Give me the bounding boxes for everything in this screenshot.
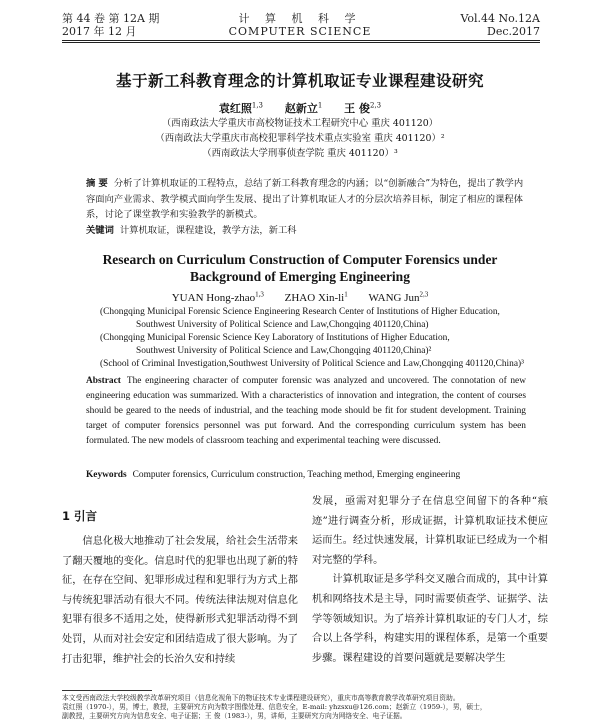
keywords-cn-label: 关键词 [86, 225, 114, 236]
body-column-right [312, 492, 548, 668]
body-paragraph: 计算机取证是多学科交叉融合而成的，其中计算机和网络技术是主导，同时需要侦查学、证据学、法学等领域知识。为了培养计算机取证的专门人才，综合以上各学科，构建实用的课程体系，是第一个重要步骤。课程建设的首要问题就是要解决学生 [312, 574, 548, 664]
keywords-cn [86, 223, 526, 239]
keywords-en-text: Computer forensics, Curriculum construction, Teaching method, Emerging engineering [132, 470, 461, 480]
affiliation-en-line: (Chongqing Municipal Forensic Science Engineering Research Center of Institutions of Higher Education, [100, 307, 500, 317]
publication-date: 2017 年 12 月 [62, 25, 137, 38]
journal-issue-info-en [460, 12, 540, 38]
author-affil-sup: 1 [344, 290, 348, 298]
header-rule-bottom [62, 42, 540, 43]
affiliation-cn-2: （西南政法大学重庆市高校犯罪科学技术重点实验室 重庆 401120）² [155, 133, 445, 144]
author-affil-sup: 1,3 [251, 101, 263, 110]
volume-issue-en: Vol.44 No.12A [460, 12, 540, 25]
paper-title-en-line2: Background of Emerging Engineering [190, 269, 410, 284]
author-en-2 [285, 292, 348, 304]
journal-name-cn: 计 算 机 科 学 [238, 12, 362, 25]
abstract-en [86, 374, 526, 449]
affiliation-en-line: Southwest University of Political Science and Law,Chongqing 401120,China)² [136, 346, 432, 356]
author-affil-sup: 2,3 [370, 101, 382, 110]
body-paragraph: 发展，亟需对犯罪分子在信息空间留下的各种“痕迹”进行调查分析，形成证据，计算机取证技术便应运而生。经过快速发展，计算机取证已经成为一个相对完整的学科。 [312, 496, 548, 566]
footnote-funding: 本文受西南政法大学校级教学改革研究项目（信息化视角下的物证技术专业课程建设研究），重庆市高等教育教学改革研究项目资助。 [62, 694, 460, 702]
footnote-author-bio-cont: 副教授，主要研究方向为信息安全、电子证据；王 俊（1983-），男，讲师，主要研究方向为网络安全、电子证据。 [62, 712, 407, 720]
affiliation-en-line: Southwest University of Political Science and Law,Chongqing 401120,China) [136, 320, 429, 330]
author-list-en [0, 290, 600, 304]
author-affil-sup: 1 [317, 101, 323, 110]
paper-title-en [0, 251, 600, 285]
abstract-en-label: Abstract [86, 376, 121, 386]
author-cn-2 [285, 102, 322, 115]
abstract-en-text: The engineering character of computer forensic was analyzed and uncovered. The connotation of new engineering education was summarized. With a characteristics of innovation and integration, the content of courses should be geared to the needs of industrial, and the teaching mode should be fit for student development. Training target of computer forensics personnel was put forward. And the corresponding curriculum system has been formulated. The new models of classroom teaching and experimental teaching were discussed. [86, 376, 526, 446]
paper-title-en-line1: Research on Curriculum Construction of Computer Forensics under [102, 252, 498, 267]
body-paragraph: 信息化极大地推动了社会发展，给社会生活带来了翻天覆地的变化。信息时代的犯罪也出现了新的特征，在存在空间、犯罪形成过程和犯罪行为方式上都与传统犯罪活动有很大不同。传统法律法规对信息化犯罪有很多不适用之处，使得新形式犯罪活动得不到处罚，从而对社会安定和团结造成了很大影响。为了打击犯罪，维护社会的长治久安和持续 [62, 536, 298, 665]
author-name: YUAN Hong-zhao [171, 291, 256, 304]
publication-date-en: Dec.2017 [487, 25, 540, 38]
affiliation-cn-3: （西南政法大学刑事侦查学院 重庆 401120）³ [202, 148, 398, 159]
author-name: ZHAO Xin-li [284, 291, 345, 304]
header-rule-top [62, 40, 540, 41]
author-name: 袁红照 [218, 102, 252, 115]
author-name: 赵新立 [284, 102, 318, 115]
author-en-3 [368, 292, 428, 304]
paper-title-cn: 基于新工科教育理念的计算机取证专业课程建设研究 [115, 72, 484, 90]
author-affil-sup: 1,3 [255, 290, 264, 298]
author-name: 王 俊 [344, 102, 370, 115]
affiliation-en-line: (School of Criminal Investigation,Southwest University of Political Science and Law,Chongqing 401120,China)³ [100, 359, 524, 369]
author-en-1 [172, 292, 264, 304]
keywords-en-label: Keywords [86, 470, 127, 480]
author-affil-sup: 2,3 [419, 290, 429, 298]
footnote-author-bio: 袁红照（1970-），男，博士，教授，主要研究方向为数字图像处理、信息安全，E-mail: yhzsxu@126.com；赵新立（1959-），男，硕士， [62, 703, 487, 711]
body-column-left [62, 532, 298, 669]
abstract-cn [86, 176, 526, 223]
author-cn-1 [219, 102, 263, 115]
journal-name-en: COMPUTER SCIENCE [228, 25, 372, 38]
abstract-cn-text: 分析了计算机取证的工程特点，总结了新工科教育理念的内涵；以“创新融合”为特色，提出了教学内容面向产业需求、教学模式面向学生发展、提出了计算机取证人才的分层次培养目标，制定了相应的课程体系，讨论了课堂教学和实验教学的新模式。 [86, 178, 524, 220]
author-cn-3 [344, 102, 381, 115]
keywords-en [86, 468, 526, 483]
affiliations-en [100, 306, 530, 371]
author-list-cn [0, 100, 600, 116]
footnote-rule [62, 690, 152, 691]
affiliation-cn-1: （西南政法大学重庆市高校物证技术工程研究中心 重庆 401120） [161, 118, 439, 129]
affiliation-en-line: (Chongqing Municipal Forensic Science Key Laboratory of Institutions of Higher Education, [100, 333, 450, 343]
keywords-cn-text: 计算机取证，课程建设，教学方法，新工科 [119, 225, 297, 236]
volume-issue: 第 44 卷 第 12A 期 [62, 12, 160, 25]
section-heading-introduction: 1 引言 [62, 509, 98, 523]
abstract-cn-label: 摘 要 [86, 178, 108, 189]
author-name: WANG Jun [368, 291, 420, 304]
